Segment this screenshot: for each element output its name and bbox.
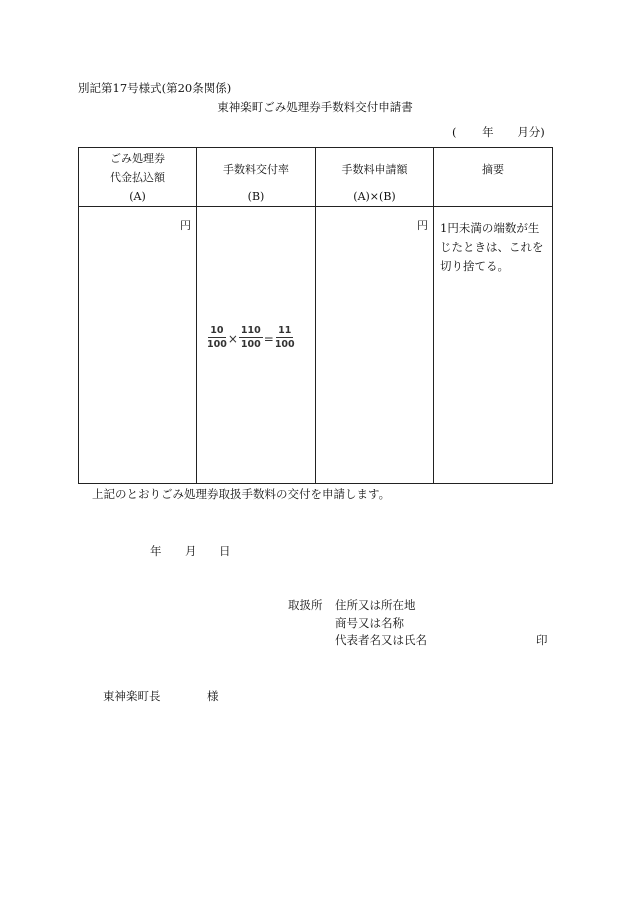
- remarks-note: 1円未満の端数が生じたときは、これを切り捨てる。: [440, 221, 544, 273]
- numerator: 110: [240, 325, 261, 336]
- equals-sign: =: [263, 332, 274, 346]
- date-year: 年: [150, 544, 162, 558]
- header-line: 手数料交付率: [223, 163, 289, 176]
- yen-unit: 円: [180, 219, 191, 232]
- addressee-name: 東神楽町長: [103, 689, 161, 703]
- application-table: [78, 147, 553, 484]
- header-line: (A)×(B): [353, 190, 396, 203]
- date-month: 月: [185, 544, 197, 558]
- denominator: 100: [274, 339, 295, 350]
- header-line: (B): [247, 190, 265, 203]
- header-requested-amount: [316, 148, 434, 207]
- seal-mark: 印: [536, 633, 548, 647]
- applicant-representative: 代表者名又は氏名: [335, 633, 427, 647]
- header-line: 摘要: [482, 163, 504, 176]
- requested-amount-cell[interactable]: [316, 207, 434, 484]
- header-line: (A): [129, 189, 146, 203]
- yen-unit: 円: [417, 219, 428, 232]
- period-field: [452, 124, 545, 140]
- period-year: 年: [482, 125, 494, 139]
- applicant-address: 住所又は所在地: [335, 598, 416, 612]
- date-field[interactable]: [0, 543, 630, 559]
- fraction: [275, 325, 295, 350]
- applicant-trade-name: 商号又は名称: [335, 616, 404, 630]
- addressee-honorific: 様: [207, 689, 219, 703]
- document-title: 東神楽町ごみ処理券手数料交付申請書: [217, 100, 413, 114]
- application-statement: 上記のとおりごみ処理券取扱手数料の交付を申請します。: [92, 487, 391, 501]
- denominator: 100: [207, 339, 227, 350]
- payment-amount-cell[interactable]: [79, 207, 197, 484]
- header-remarks: [434, 148, 553, 207]
- header-fee-rate: [197, 148, 316, 207]
- remarks-cell: [434, 207, 553, 484]
- fraction: [207, 325, 227, 350]
- fee-rate-formula: [207, 325, 295, 350]
- applicant-label: 取扱所: [288, 598, 323, 612]
- denominator: 100: [240, 339, 261, 350]
- times-sign: ×: [227, 332, 238, 346]
- numerator: 10: [210, 325, 224, 336]
- date-day: 日: [219, 544, 231, 558]
- fraction: [239, 325, 263, 350]
- form-reference: 別記第17号様式(第20条関係): [78, 81, 232, 95]
- numerator: 11: [278, 325, 292, 336]
- fee-rate-cell: [197, 207, 316, 484]
- header-line: 手数料申請額: [341, 163, 408, 176]
- header-line: ごみ処理券: [110, 151, 165, 165]
- header-payment-amount: [79, 148, 197, 207]
- header-line: 代金払込額: [110, 170, 165, 184]
- period-open: (: [452, 125, 457, 139]
- period-month: 月分): [517, 125, 545, 139]
